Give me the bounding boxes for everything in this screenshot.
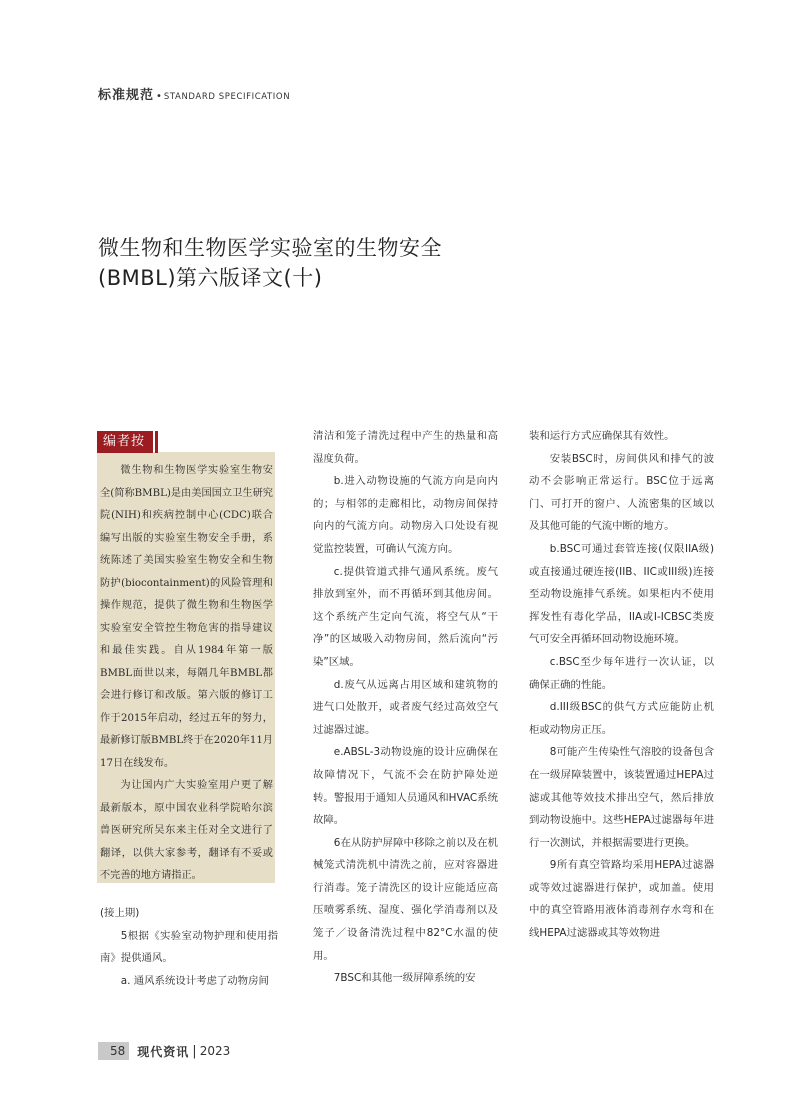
section-header (98, 84, 291, 103)
body-paragraph: b.BSC可通过套管连接(仅限IIA级)或直接通过硬连接(IIB、IIC或III级)连接至动物设施排气系统。如果柜内不使用挥发性有毒化学品，IIA或I-ICBSC类废气可安全再循环回动物设施环境。 (529, 542, 714, 646)
body-paragraph: d.废气从远离占用区域和建筑物的进气口处散开，或者废气经过高效空气过滤器过滤。 (313, 678, 498, 736)
editor-note-label-text: 编者按 (97, 431, 153, 453)
body-paragraph: 清洁和笼子清洗过程中产生的热量和高湿度负荷。 (313, 430, 498, 465)
body-paragraph: 9所有真空管路均采用HEPA过滤器或等效过滤器进行保护，或加盖。使用中的真空管路用液体消毒剂存水弯和在线HEPA过滤器或其等效物进 (529, 859, 714, 940)
body-paragraph: d.III级BSC的供气方式应能防止机柜或动物房正压。 (529, 701, 714, 736)
body-paragraph: c.BSC至少每年进行一次认证，以确保正确的性能。 (529, 655, 714, 691)
article-title-line-1: 微生物和生物医学实验室的生物安全 (98, 236, 442, 260)
body-column-1 (100, 902, 278, 992)
body-paragraph: a. 通风系统设计考虑了动物房间 (120, 974, 269, 987)
editor-note-paragraph: 微生物和生物医学实验室生物安全(简称BMBL)是由美国国立卫生研究院(NIH)和疾病控制中心(CDC)联合编写出版的实验室生物安全手册，系统陈述了美国实验室生物安全和生物防护(biocontainment)的风险管理和操作规范，提供了微生物和生物医学实验室安全管控生物危害的指导建议和最佳实践。自从1984年第一版BMBL面世以来，每隔几年BMBL都会进行修订和改版。第六版的修订工作于2015年启动，经过五年的努力，最新修订版BMBL终于在2020年11月17日在线发布。 (100, 465, 273, 769)
magazine-name: 现代资讯 (137, 1044, 190, 1059)
body-paragraph: 5根据《实验室动物护理和使用指南》提供通风。 (100, 929, 278, 965)
body-paragraph: 6在从防护屏障中移除之前以及在机械笼式清洗机中清洗之前，应对容器进行消毒。笼子清洗区的设计应能适应高压喷雾系统、湿度、强化学消毒剂以及笼子／设备清洗过程中82°C水温的使用。 (313, 836, 498, 962)
body-paragraph: 安装BSC时，房间供风和排气的波动不会影响正常运行。BSC位于远离门、可打开的窗户、人流密集的区域以及其他可能的气流中断的地方。 (529, 452, 714, 533)
section-title-cn: 标准规范 (98, 88, 155, 103)
editor-note-paragraph: 为让国内广大实验室用户更了解最新版本，原中国农业科学院哈尔滨兽医研究所吴东来主任对全文进行了翻译，以供大家参考，翻译有不妥或不完善的地方请指正。 (100, 780, 273, 881)
body-paragraph: c.提供管道式排气通风系统。废气排放到室外，而不再循环到其他房间。这个系统产生定向气流，将空气从“干净”的区域吸入动物房间，然后流向“污染”区域。 (313, 565, 498, 668)
body-paragraph: 7BSC和其他一级屏障系统的安 (333, 972, 476, 985)
body-column-2 (313, 425, 498, 990)
issue-year: 2023 (199, 1044, 231, 1058)
section-title-en: STANDARD SPECIFICATION (163, 92, 291, 102)
editor-note-label-tick (155, 431, 158, 453)
continued-marker: (接上期) (100, 907, 140, 919)
body-paragraph: b.进入动物设施的气流方向是向内的；与相邻的走廊相比，动物房间保持向内的气流方向。动物房入口处设有视觉监控装置，可确认气流方向。 (313, 475, 498, 555)
body-paragraph: e.ABSL-3动物设施的设计应确保在故障情况下，气流不会在防护障处逆转。警报用于通知人员通风和HVAC系统故障。 (313, 746, 498, 827)
page-number: 58 (98, 1042, 129, 1060)
body-column-3 (529, 425, 714, 945)
section-separator: • (156, 91, 162, 102)
page-footer (98, 1041, 230, 1061)
footer-separator: | (192, 1043, 197, 1059)
article-title (98, 233, 578, 293)
body-paragraph: 8可能产生传染性气溶胶的设备包含在一级屏障装置中，该装置通过HEPA过滤或其他等效技术排出空气，然后排放到动物设施中。这些HEPA过滤器每年进行一次测试，并根据需要进行更换。 (529, 746, 714, 849)
editor-note-text (100, 460, 273, 888)
body-paragraph: 装和运行方式应确保其有效性。 (529, 430, 675, 442)
editor-note-label (97, 431, 158, 453)
article-title-line-2: (BMBL)第六版译文(十) (98, 266, 323, 290)
